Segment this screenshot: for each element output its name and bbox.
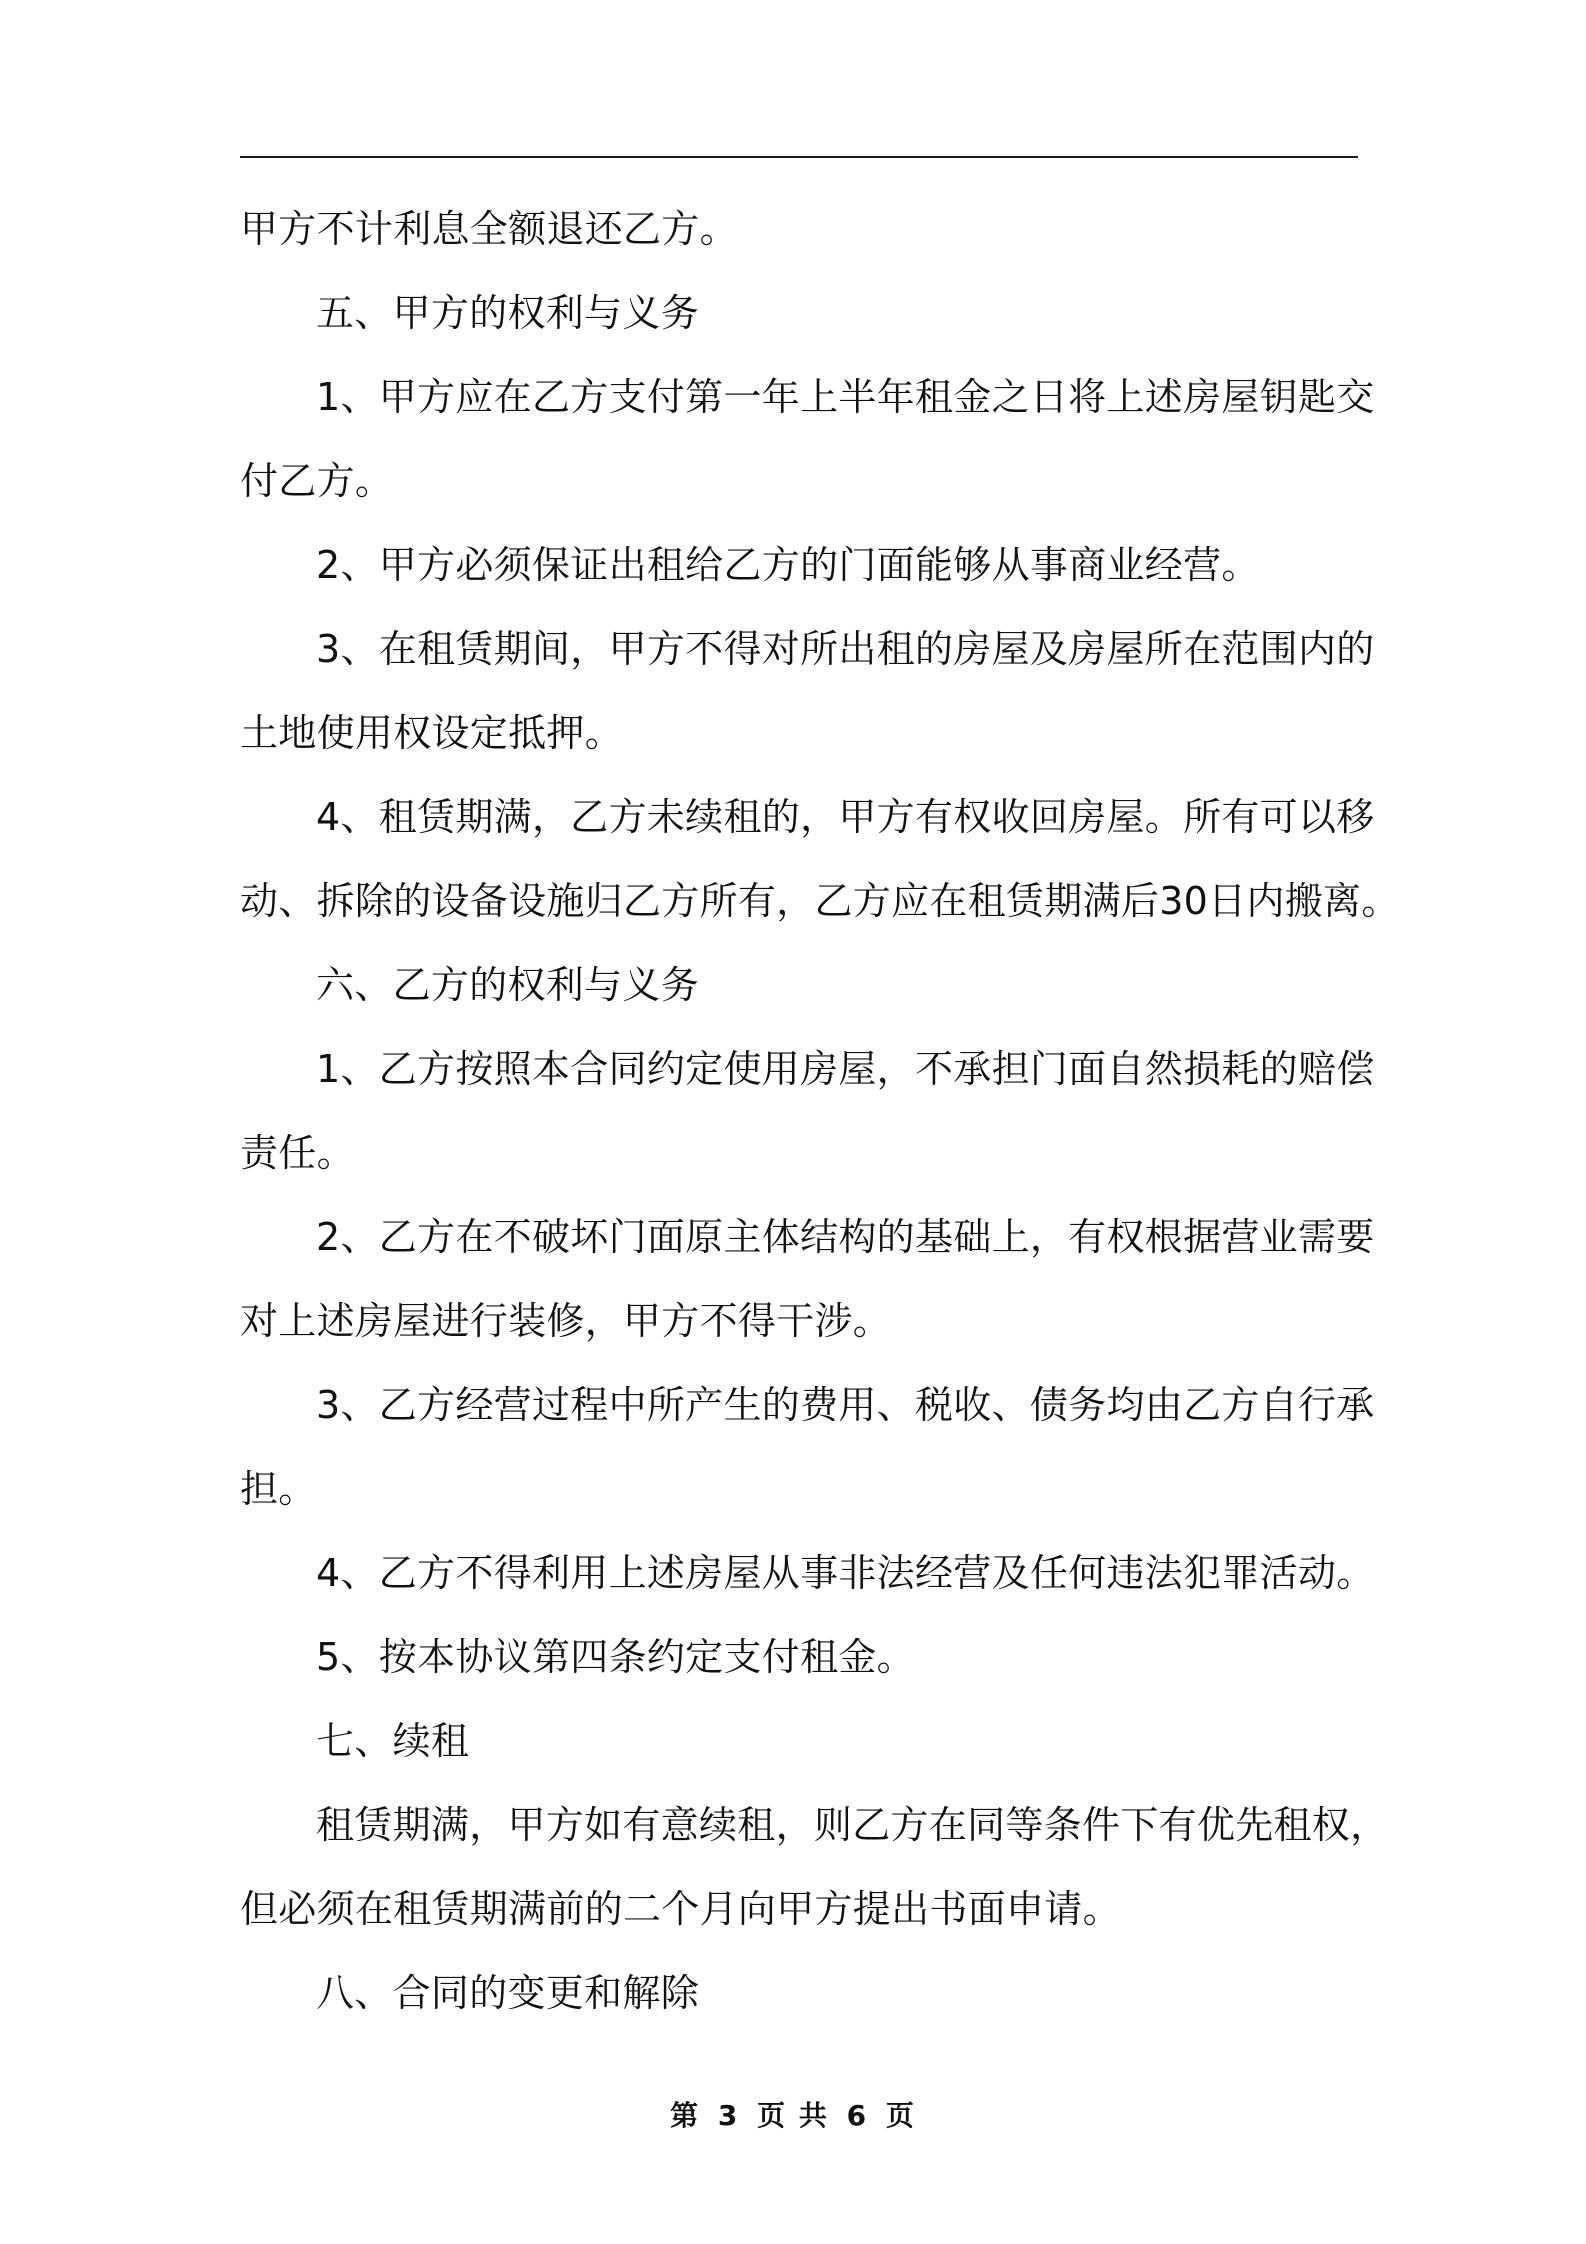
section-heading: 五、甲方的权利与义务 [316,291,700,335]
text-line: 付乙方。 [240,459,394,503]
text-line: 担。 [240,1467,317,1511]
header-rule [240,156,1358,158]
current-page-number: 3 [717,2099,740,2132]
text-line: 甲方不计利息全额退还乙方。 [240,207,738,251]
text-line: 但必须在租赁期满前的二个月向甲方提出书面申请。 [240,1887,1121,1931]
text-line: 1、乙方按照本合同约定使用房屋，不承担门面自然损耗的赔偿 [316,1047,1375,1091]
text-line: 1、甲方应在乙方支付第一年上半年租金之日将上述房屋钥匙交 [316,375,1375,419]
text-line: 对上述房屋进行装修，甲方不得干涉。 [240,1299,892,1343]
text-line: 2、乙方在不破坏门面原主体结构的基础上，有权根据营业需要 [316,1215,1375,1259]
text-line: 3、在租赁期间，甲方不得对所出租的房屋及房屋所在范围内的 [316,627,1375,671]
text-line: 土地使用权设定抵押。 [240,711,624,755]
page-footer [0,2094,1586,2134]
footer-suffix: 页 [885,2099,916,2132]
text-line: 动、拆除的设备设施归乙方所有，乙方应在租赁期满后30日内搬离。 [240,879,1400,923]
text-line: 4、租赁期满，乙方未续租的，甲方有权收回房屋。所有可以移 [316,795,1375,839]
section-heading: 七、续租 [316,1719,470,1763]
text-line: 4、乙方不得利用上述房屋从事非法经营及任何违法犯罪活动。 [316,1551,1375,1595]
text-line: 3、乙方经营过程中所产生的费用、税收、债务均由乙方自行承 [316,1383,1375,1427]
total-page-number: 6 [846,2099,869,2132]
footer-middle: 页 共 [757,2099,829,2132]
text-line: 2、甲方必须保证出租给乙方的门面能够从事商业经营。 [316,543,1260,587]
section-heading: 六、乙方的权利与义务 [316,963,700,1007]
footer-prefix: 第 [670,2099,701,2132]
section-heading: 八、合同的变更和解除 [316,1971,700,2015]
text-line: 责任。 [240,1131,355,1175]
text-line: 租赁期满，甲方如有意续租，则乙方在同等条件下有优先租权， [316,1803,1389,1847]
text-line: 5、按本协议第四条约定支付租金。 [316,1635,915,1679]
body-text [240,197,1400,2045]
